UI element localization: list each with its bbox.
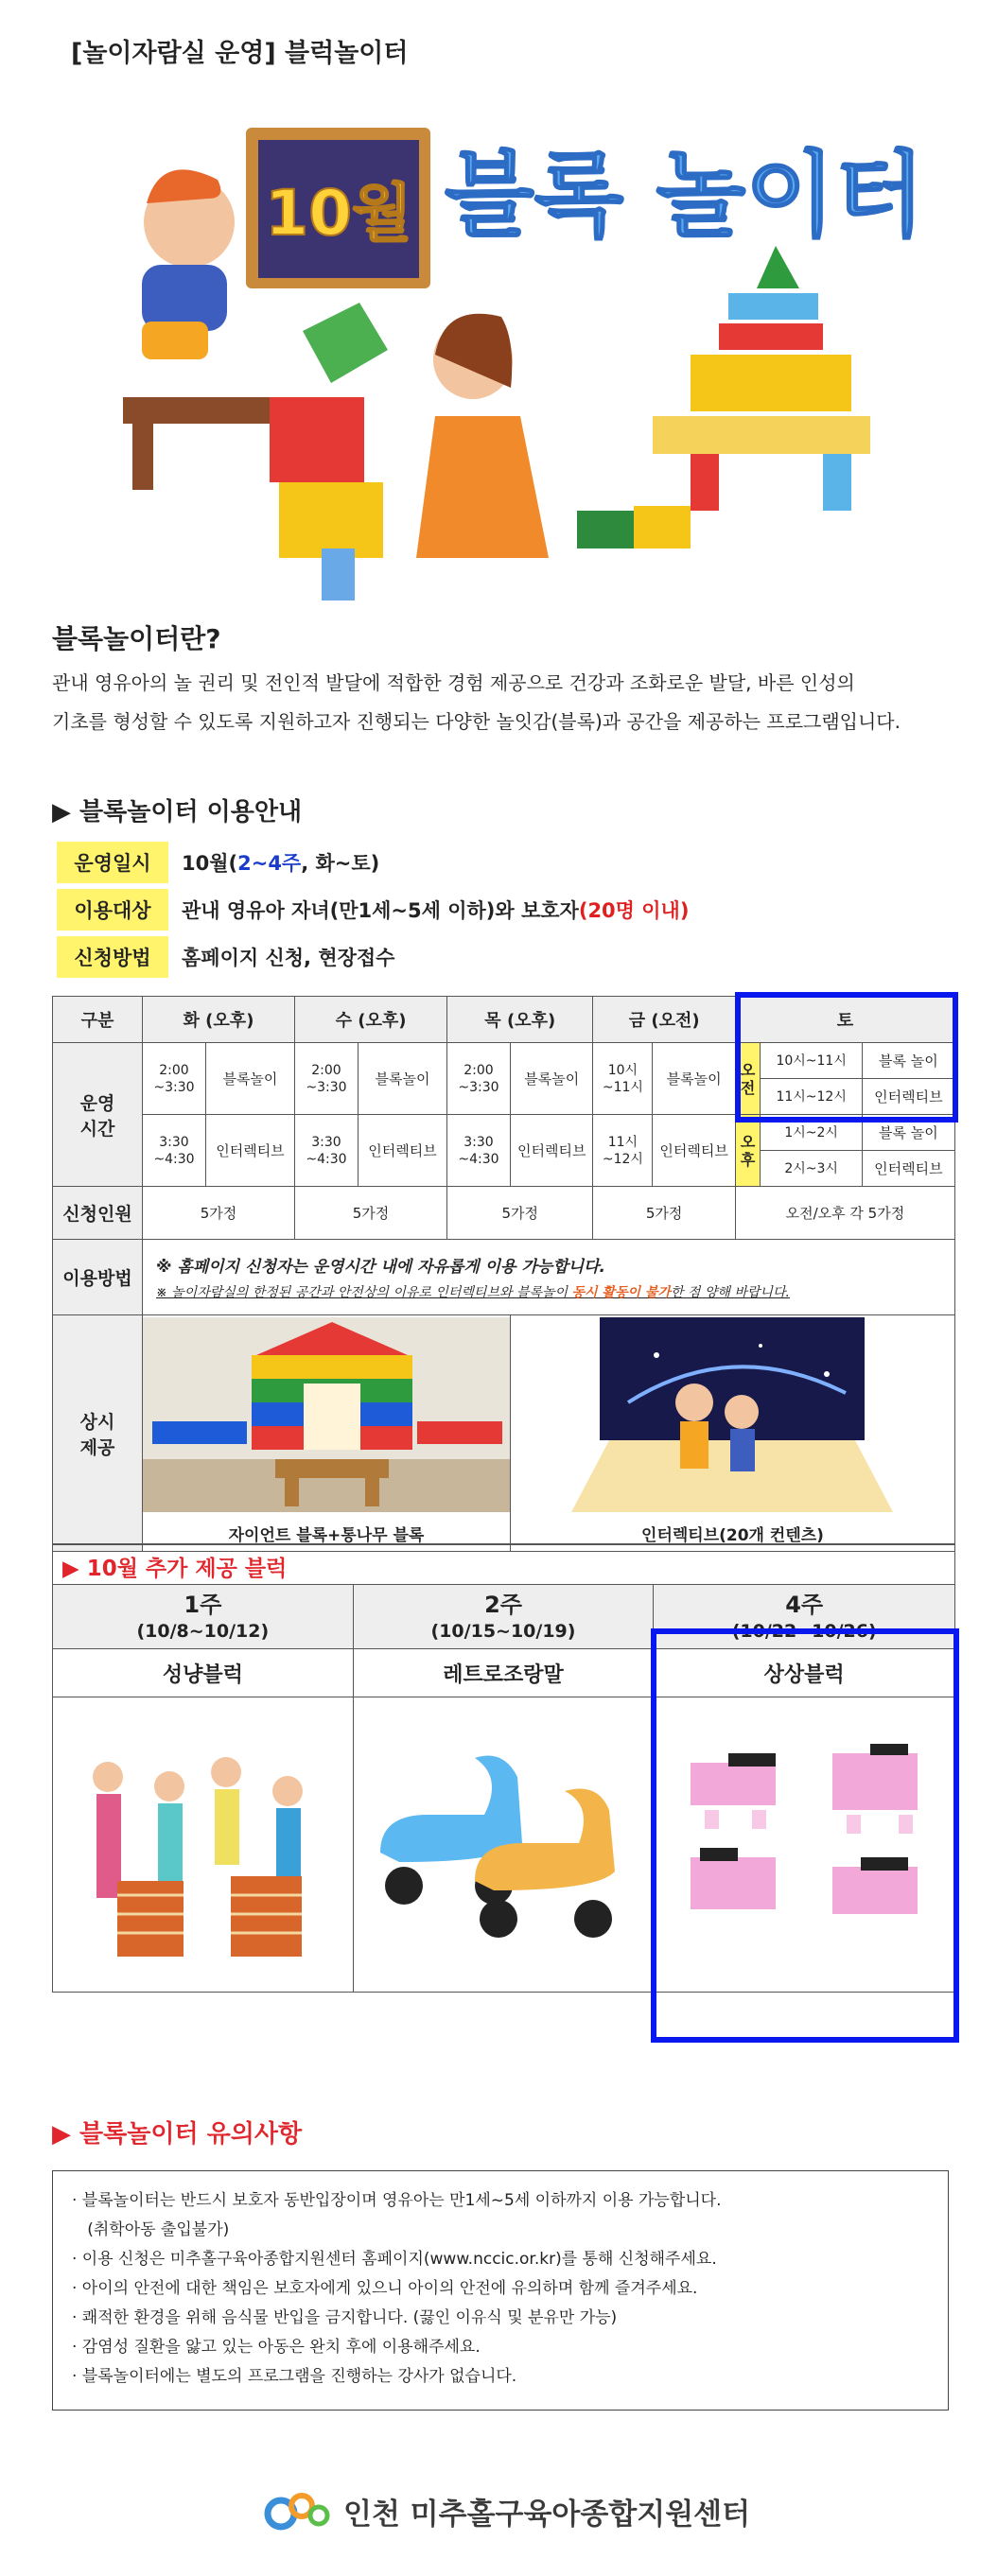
permanent-giant-block <box>142 1315 510 1552</box>
block-name: 상상블럭 <box>654 1649 955 1697</box>
usage-notes <box>142 1240 954 1315</box>
target-text: 관내 영유아 자녀(만1세~5세 이하)와 보호자 <box>182 899 579 922</box>
caution-item: (취학아동 출입불가) <box>72 2220 230 2239</box>
block-name: 성냥블럭 <box>53 1649 354 1697</box>
matchstick-block-photo <box>61 1720 344 1966</box>
caution-list <box>52 2170 949 2411</box>
caution-item: · 블록놀이터는 반드시 보호자 동반입장이며 영유아는 만1세~5세 이하까지 이용 가능합니다. <box>72 2191 722 2210</box>
header-fri: 금 (오전) <box>593 997 735 1043</box>
permanent-label: 상시 제공 <box>53 1315 143 1552</box>
op-time-label: 운영 시간 <box>53 1043 143 1187</box>
week4-highlight-box <box>651 1628 959 2043</box>
header-wed: 수 (오후) <box>295 997 447 1043</box>
capacity-cell: 5가정 <box>593 1187 735 1240</box>
time-cell: 2:00 ~3:30 <box>142 1043 205 1115</box>
activity-cell: 블록놀이 <box>205 1043 294 1115</box>
caution-item: · 쾌적한 환경을 위해 음식물 반입을 금지합니다. (끓인 이유식 및 분유만 가능) <box>72 2308 618 2327</box>
info-period <box>57 842 379 883</box>
org-name: 인천 미추홀구육아종합지원센터 <box>343 2497 751 2532</box>
week-label: 4주 <box>785 1592 824 1618</box>
footer-logo <box>260 2485 750 2536</box>
week-dates: (10/22~10/26) <box>731 1621 877 1642</box>
sat-activity-cell: 인터렉티브 <box>862 1151 954 1187</box>
retro-horse-photo <box>361 1739 645 1947</box>
activity-cell: 인터렉티브 <box>358 1115 446 1187</box>
week-label: 2주 <box>484 1592 522 1618</box>
caution-item: · 블록놀이터에는 별도의 프로그램을 진행하는 강사가 없습니다. <box>72 2367 517 2386</box>
capacity-sat-cell: 오전/오후 각 5가정 <box>735 1187 954 1240</box>
week-dates: (10/8~10/12) <box>136 1621 270 1642</box>
sat-activity-cell: 블록 놀이 <box>862 1115 954 1151</box>
pm-label: 오 후 <box>735 1115 761 1187</box>
retro-horse-photo-cell <box>353 1697 654 1993</box>
target-limit: (20명 이내) <box>578 899 690 922</box>
week-1-header <box>53 1585 354 1649</box>
guide-title: ▶ 블록놀이터 이용안내 <box>52 798 303 827</box>
sat-time-cell: 11시~12시 <box>761 1079 862 1115</box>
capacity-cell: 5가정 <box>295 1187 447 1240</box>
period-label: 운영일시 <box>57 842 168 883</box>
about-description <box>52 664 951 741</box>
info-target <box>57 889 689 931</box>
usage-label: 이용방법 <box>53 1240 143 1315</box>
usage-note-2c: 한 점 양해 바랍니다. <box>670 1285 790 1300</box>
sat-time-cell: 10시~11시 <box>761 1043 862 1079</box>
info-apply <box>57 936 394 978</box>
caution-item: · 이용 신청은 미추홀구육아종합지원센터 홈페이지(www.nccic.or.kr)를 통해 신청해주세요. <box>72 2250 717 2269</box>
about-title: 블록놀이터란? <box>52 623 221 654</box>
activity-cell: 인터렉티브 <box>510 1115 593 1187</box>
time-cell: 10시 ~11시 <box>593 1043 653 1115</box>
saturday-highlight-box <box>735 992 958 1123</box>
apply-label: 신청방법 <box>57 936 168 978</box>
week-dates: (10/15~10/19) <box>430 1621 576 1642</box>
target-label: 이용대상 <box>57 889 168 931</box>
interactive-caption: 인터렉티브(20개 컨텐츠) <box>641 1526 824 1545</box>
usage-warning: 동시 활동이 불가 <box>571 1285 671 1300</box>
block-name: 레트로조랑말 <box>353 1649 654 1697</box>
caution-item: · 아이의 안전에 대한 책임은 보호자에게 있으니 아이의 안전에 유의하며 함께 즐겨주세요. <box>72 2279 698 2298</box>
activity-cell: 인터렉티브 <box>205 1115 294 1187</box>
activity-cell: 블록놀이 <box>358 1043 446 1115</box>
giant-block-photo <box>143 1317 510 1512</box>
period-weeks: 2~4주 <box>237 852 302 875</box>
hero-illustration <box>104 113 955 624</box>
activity-cell: 블록놀이 <box>510 1043 593 1115</box>
permanent-interactive <box>510 1315 954 1552</box>
sat-activity-cell: 블록 놀이 <box>862 1043 954 1079</box>
sat-time-cell: 1시~2시 <box>761 1115 862 1151</box>
capacity-label: 신청인원 <box>53 1187 143 1240</box>
time-cell: 2:00 ~3:30 <box>295 1043 359 1115</box>
activity-cell: 블록놀이 <box>653 1043 736 1115</box>
giant-block-caption: 자이언트 블록+통나무 블록 <box>228 1526 425 1545</box>
week-2-header <box>353 1585 654 1649</box>
week-label: 1주 <box>184 1592 222 1618</box>
caution-item: · 감염성 질환을 앓고 있는 아동은 완치 후에 이용해주세요. <box>72 2338 481 2357</box>
usage-note-1: ※ 홈페이지 신청자는 운영시간 내에 자유롭게 이용 가능합니다. <box>155 1258 605 1277</box>
sat-time-cell: 2시~3시 <box>761 1151 862 1187</box>
time-cell: 3:30 ~4:30 <box>295 1115 359 1187</box>
header-thu: 목 (오후) <box>447 997 593 1043</box>
org-logo-icon <box>260 2485 336 2536</box>
about-line: 관내 영유아의 놀 권리 및 전인적 발달에 적합한 경험 제공으로 건강과 조화로운 발달, 바른 인성의 <box>52 671 855 694</box>
matchstick-block-photo-cell <box>53 1697 354 1993</box>
extra-title: ▶ 10월 추가 제공 블럭 <box>52 1543 955 1584</box>
usage-note-2 <box>156 1282 954 1301</box>
hero-title-text: 블록 놀이터 <box>445 142 925 250</box>
caution-title: ▶ 블록놀이터 유의사항 <box>52 2120 303 2149</box>
capacity-cell: 5가정 <box>142 1187 294 1240</box>
usage-note-2a: ※ 놀이자람실의 한정된 공간과 안전상의 이유로 인터렉티브와 블록놀이 <box>155 1285 572 1300</box>
time-cell: 2:00 ~3:30 <box>447 1043 511 1115</box>
about-line: 기초를 형성할 수 있도록 지원하고자 진행되는 다양한 놀잇감(블록)과 공간을 제공하는 프로그램입니다. <box>52 710 901 733</box>
header-sat: 토 <box>735 997 954 1043</box>
header-division: 구분 <box>53 997 143 1043</box>
hero-month-text: 10월 <box>265 177 412 250</box>
time-cell: 3:30 ~4:30 <box>142 1115 205 1187</box>
activity-cell: 인터렉티브 <box>653 1115 736 1187</box>
time-cell: 3:30 ~4:30 <box>447 1115 511 1187</box>
capacity-cell: 5가정 <box>447 1187 593 1240</box>
period-days: , 화~토) <box>301 852 380 875</box>
time-cell: 11시 ~12시 <box>593 1115 653 1187</box>
header-tue: 화 (오후) <box>142 997 294 1043</box>
period-text: 10월( <box>182 852 238 875</box>
sat-activity-cell: 인터렉티브 <box>862 1079 954 1115</box>
page-title: [놀이자람실 운영] 블럭놀이터 <box>71 39 409 68</box>
interactive-photo <box>571 1317 893 1512</box>
am-label: 오 전 <box>735 1043 761 1115</box>
apply-text: 홈페이지 신청, 현장접수 <box>182 947 395 969</box>
